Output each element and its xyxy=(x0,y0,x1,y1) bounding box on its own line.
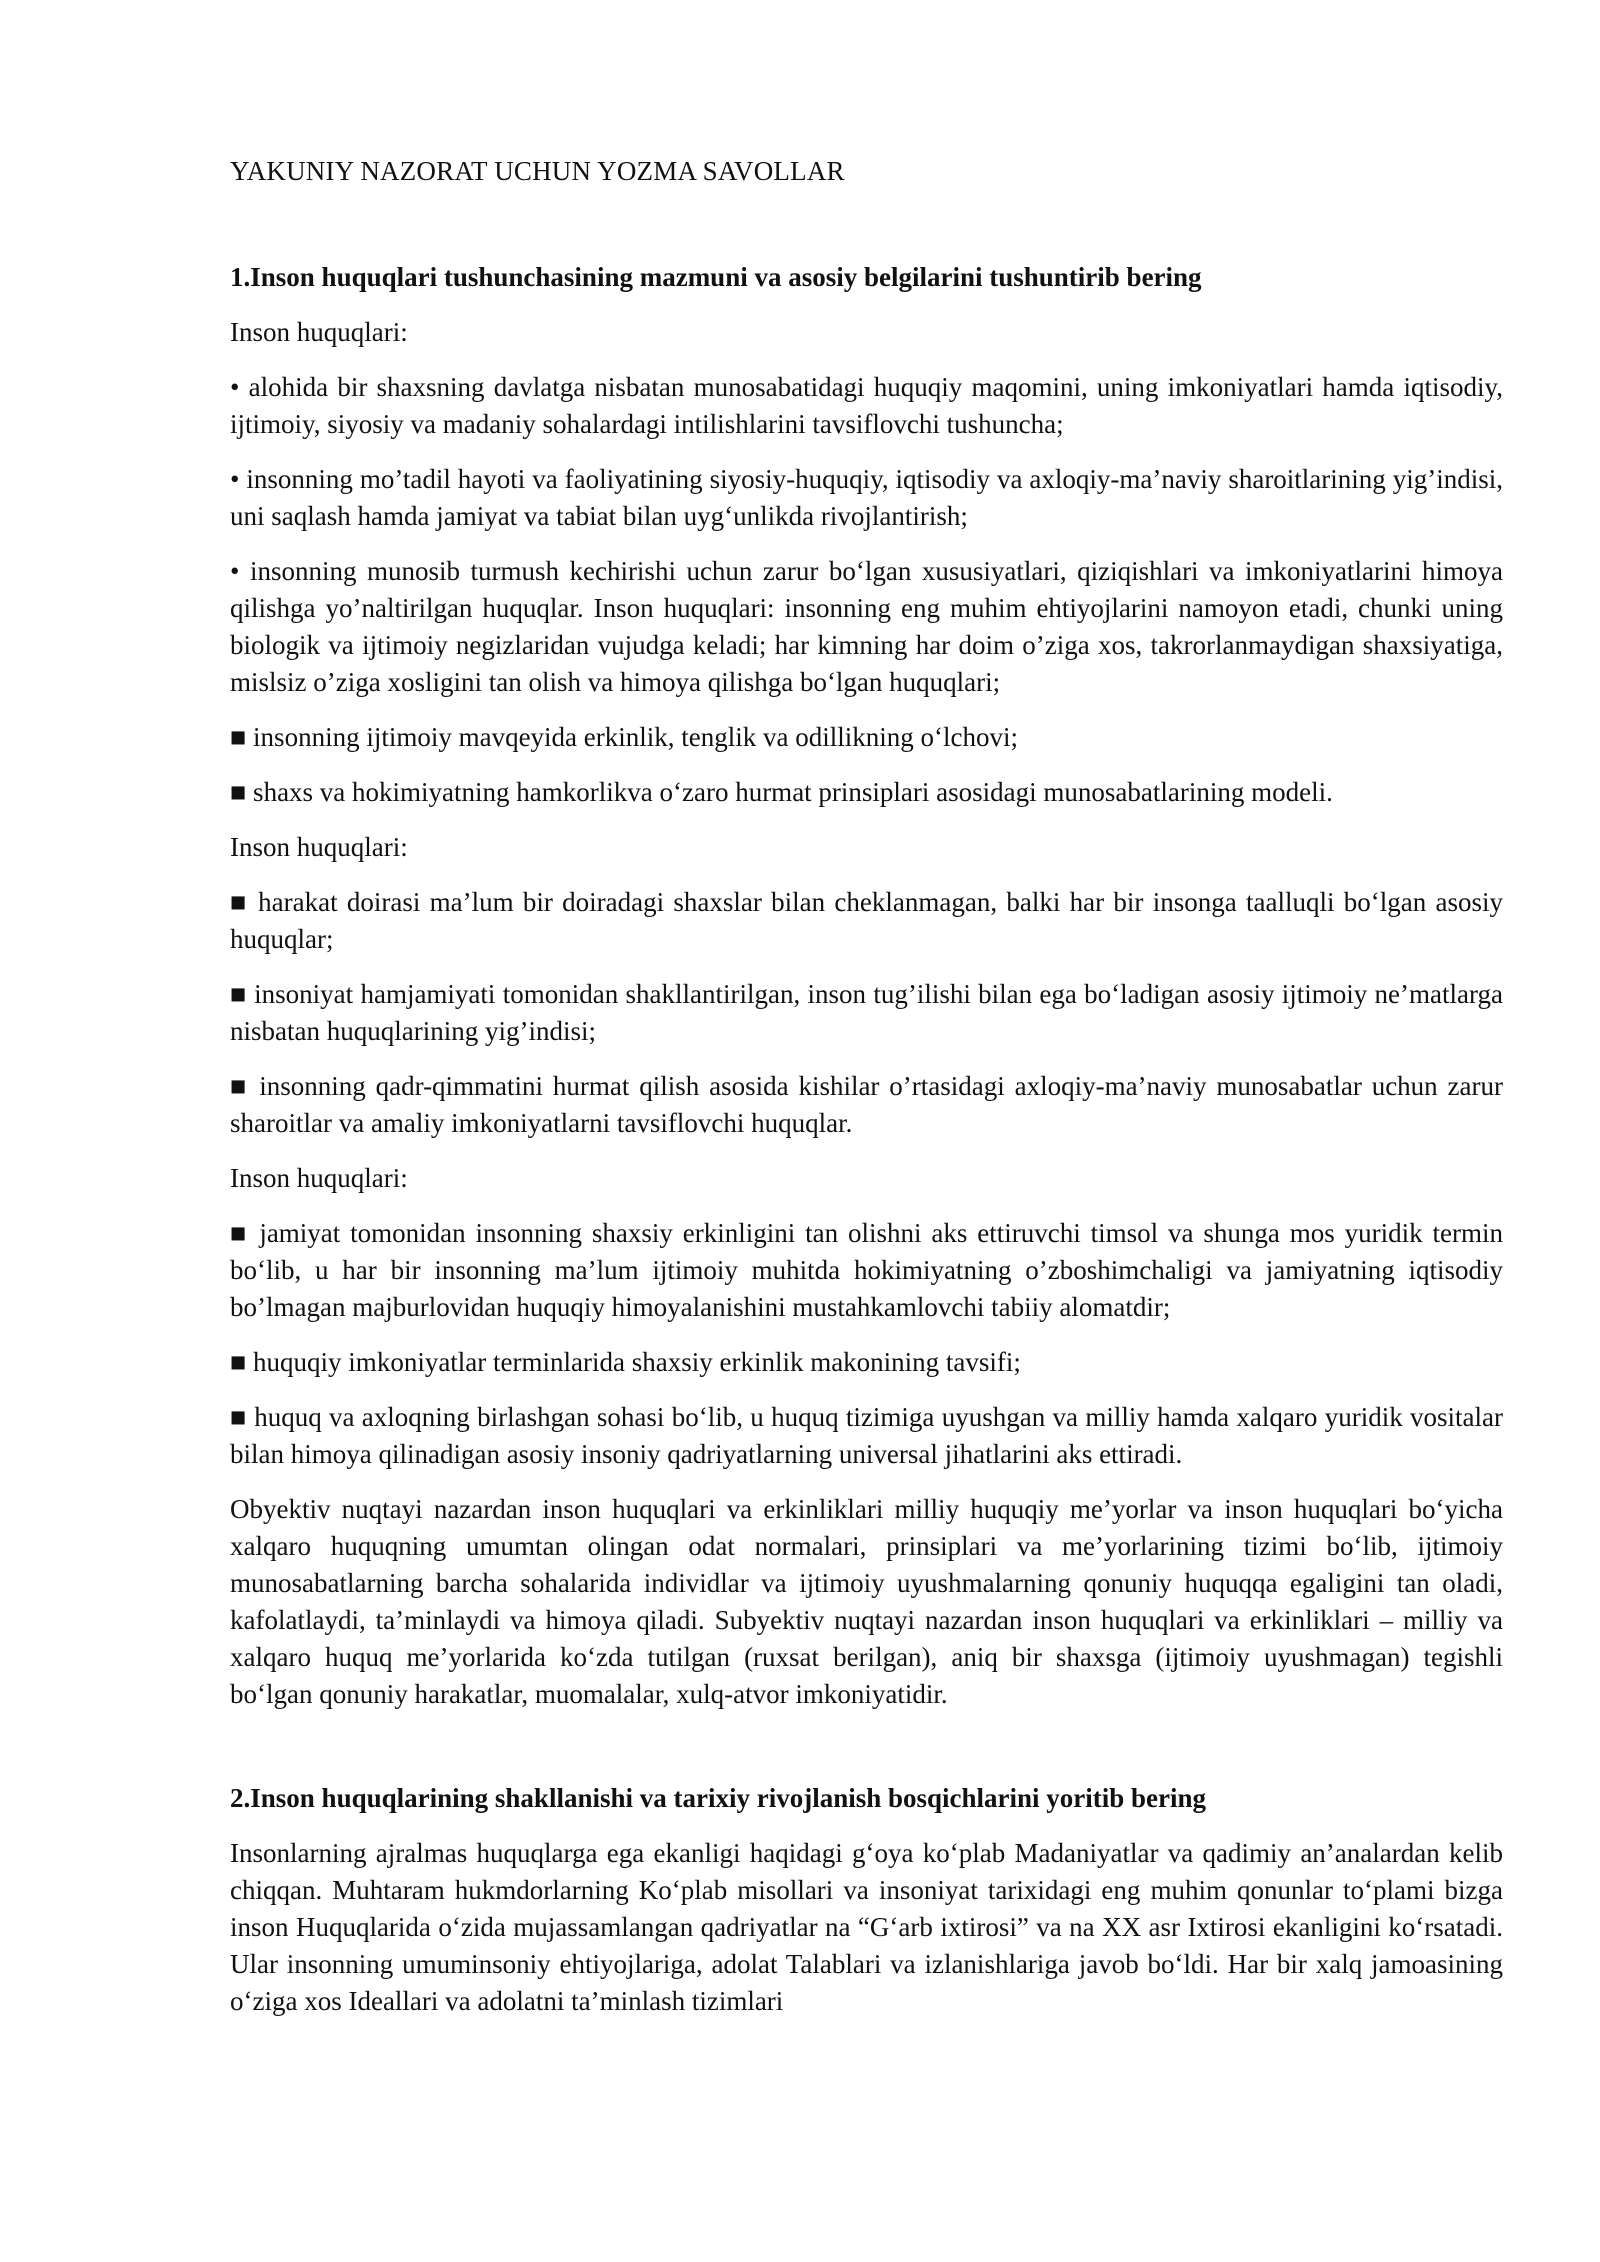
paragraph: ■ insonning qadr-qimmatini hurmat qilish asosida kishilar o’rtasidagi axloqiy-ma’naviy munosabatlar uchun zarur sharoitlar va amaliy imkoniyatlarni tavsiflovchi huquqlar. xyxy=(230,1071,1503,1138)
paragraph: • insonning munosib turmush kechirishi uchun zarur bo‘lgan xususiyatlari, qiziqishlari va imkoniyatlarini himoya qilishga yo’naltirilgan huquqlar. Inson huquqlari: insonning eng muhim ehtiyojlarini namoyon etadi, chunki uning biologik va ijtimoiy negizlaridan vujudga keladi; har kimning har doim o’ziga xos, takrorlanmaydigan shaxsiyatiga, mislsiz o’ziga xosligini tan olish va himoya qilishga bo‘lgan huquqlari; xyxy=(230,556,1503,697)
paragraph: ■ insonning ijtimoiy mavqeyida erkinlik, tenglik va odillikning o‘lchovi; xyxy=(230,722,1018,752)
paragraph: ■ shaxs va hokimiyatning hamkorlikva o‘zaro hurmat prinsiplari asosidagi munosabatlarining modeli. xyxy=(230,777,1333,807)
question-2-heading: 2.Inson huquqlarining shakllanishi va tarixiy rivojlanish bosqichlarini yoritib bering xyxy=(230,1783,1207,1813)
paragraph: Obyektiv nuqtayi nazardan inson huquqlari va erkinliklari milliy huquqiy me’yorlar va inson huquqlari bo‘yicha xalqaro huquqning umumtan olingan odat normalari, prinsiplari va me’yorlarining tizimi bo‘lib, ijtimoiy munosabatlarning barcha sohalarida individlar va ijtimoiy uyushmalarning qonuniy huquqqa egaligini tan oladi, kafolatlaydi, ta’minlaydi va himoya qiladi. Subyektiv nuqtayi nazardan inson huquqlari va erkinliklari – milliy va xalqaro huquq me’yorlarida ko‘zda tutilgan (ruxsat berilgan), aniq bir shaxsga (ijtimoiy uyushmagan) tegishli bo‘lgan qonuniy harakatlar, muomalalar, xulq-atvor imkoniyatidir. xyxy=(230,1494,1503,1709)
document-title: YAKUNIY NAZORAT UCHUN YOZMA SAVOLLAR xyxy=(230,156,845,186)
question-1-body xyxy=(230,314,1503,1713)
paragraph: ■ jamiyat tomonidan insonning shaxsiy erkinligini tan olishni aks ettiruvchi timsol va shunga mos yuridik termin bo‘lib, u har bir insonning ma’lum ijtimoiy muhitda hokimiyatning o’zboshimchaligi va jamiyatning iqtisodiy bo’lmagan majburlovidan huquqiy himoyalanishini mustahkamlovchi tabiiy alomatdir; xyxy=(230,1218,1503,1322)
paragraph: ■ insoniyat hamjamiyati tomonidan shakllantirilgan, inson tug’ilishi bilan ega bo‘ladigan asosiy ijtimoiy ne’matlarga nisbatan huquqlarining yig’indisi; xyxy=(230,979,1503,1046)
paragraph: Inson huquqlari: xyxy=(230,1163,408,1193)
paragraph: • alohida bir shaxsning davlatga nisbatan munosabatidagi huquqiy maqomini, uning imkoniyatlari hamda iqtisodiy, ijtimoiy, siyosiy va madaniy sohalardagi intilishlarini tavsiflovchi tushuncha; xyxy=(230,372,1503,439)
paragraph: Insonlarning ajralmas huquqlarga ega ekanligi haqidagi g‘oya ko‘plab Madaniyatlar va qadimiy an’analardan kelib chiqqan. Muhtaram hukmdorlarning Ko‘plab misollari va insoniyat tarixidagi eng muhim qonunlar to‘plami bizga inson Huquqlarida o‘zida mujassamlangan qadriyatlar na “G‘arb ixtirosi” va na XX asr Ixtirosi ekanligini ko‘rsatadi. Ular insonning umuminsoniy ehtiyojlariga, adolat Talablari va izlanishlariga javob bo‘ldi. Har bir xalq jamoasining o‘ziga xos Ideallari va adolatni ta’minlash tizimlari xyxy=(230,1838,1503,2016)
paragraph: ■ huquqiy imkoniyatlar terminlarida shaxsiy erkinlik makonining tavsifi; xyxy=(230,1347,1021,1377)
question-1-heading: 1.Inson huquqlari tushunchasining mazmuni va asosiy belgilarini tushuntirib bering xyxy=(230,262,1202,292)
paragraph: Inson huquqlari: xyxy=(230,317,408,347)
paragraph: Inson huquqlari: xyxy=(230,832,408,862)
paragraph: ■ harakat doirasi ma’lum bir doiradagi shaxslar bilan cheklanmagan, balki har bir insonga taalluqli bo‘lgan asosiy huquqlar; xyxy=(230,887,1503,954)
question-2-body xyxy=(230,1835,1503,2020)
paragraph: • insonning mo’tadil hayoti va faoliyatining siyosiy-huquqiy, iqtisodiy va axloqiy-ma’naviy sharoitlarining yig’indisi, uni saqlash hamda jamiyat va tabiat bilan uyg‘unlikda rivojlantirish; xyxy=(230,464,1503,531)
paragraph: ■ huquq va axloqning birlashgan sohasi bo‘lib, u huquq tizimiga uyushgan va milliy hamda xalqaro yuridik vositalar bilan himoya qilinadigan asosiy insoniy qadriyatlarning universal jihatlarini aks ettiradi. xyxy=(230,1402,1503,1469)
